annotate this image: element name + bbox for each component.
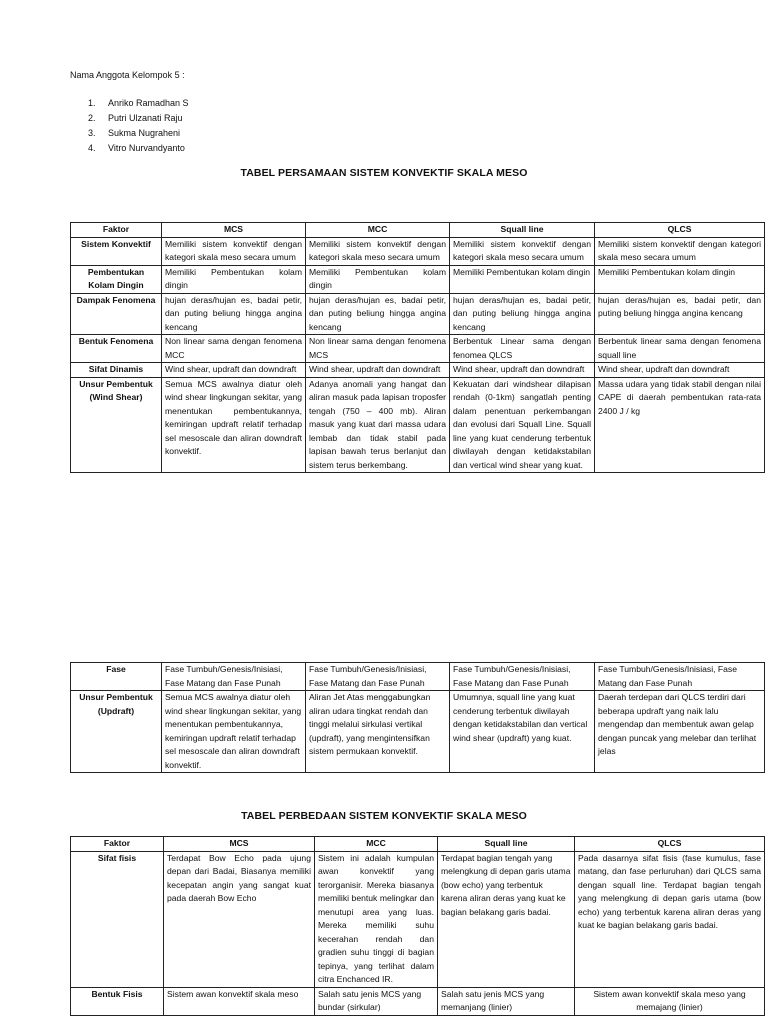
list-item: 3. Sukma Nugraheni	[88, 128, 181, 138]
table-cell: Memiliki sistem konvektif dengan kategori skala meso secara umum	[306, 237, 450, 265]
table-cell: Non linear sama dengan fenomena MCS	[306, 335, 450, 363]
similarity-table	[70, 222, 765, 473]
row-label: Pembentukan Kolam Dingin	[71, 265, 162, 293]
table-cell: Memiliki Pembentukan kolam dingin	[450, 265, 595, 293]
table-row	[71, 377, 765, 473]
table-cell: Memiliki Pembentukan kolam dingin	[306, 265, 450, 293]
column-header: Faktor	[71, 837, 164, 852]
table-cell: Sistem awan konvektif skala meso yang memajang (linier)	[575, 987, 765, 1015]
table-cell: hujan deras/hujan es, badai petir, dan puting beliung hingga angina kencang	[162, 293, 306, 335]
column-header: QLCS	[575, 837, 765, 852]
table-cell: Berbentuk Linear sama dengan fenomea QLCS	[450, 335, 595, 363]
table-cell: hujan deras/hujan es, badai petir, dan puting beliung hingga angina kencang	[595, 293, 765, 335]
difference-table	[70, 836, 765, 1016]
table-row	[71, 363, 765, 378]
table-cell: Terdapat Bow Echo pada ujung depan dari Badai, Biasanya memiliki kecepatan angin yang sangat kuat pada daerah Bow Echo	[164, 851, 315, 987]
list-item: 2. Putri Ulzanati Raju	[88, 113, 183, 123]
table-cell: Fase Tumbuh/Genesis/Inisiasi, Fase Matang dan Fase Punah	[162, 663, 306, 691]
table-cell: Semua MCS awalnya diatur oleh wind shear lingkungan sekitar, yang menentukan pembentukannya, kemiringan updraft relatif terhadap sel mesoscale dan aliran downdraft konvektif.	[162, 377, 306, 473]
table-cell: Sistem ini adalah kumpulan awan konvektif yang terorganisir. Mereka biasanya memiliki bentuk melingkar dan menutupi area yang luas. Mereka memiliki suhu kecerahan rendah dan gradien suhu tinggi di bagian tepinya, yang terlihat dalam citra Enchanced IR.	[315, 851, 438, 987]
table-cell: Salah satu jenis MCS yang memanjang (linier)	[438, 987, 575, 1015]
row-label: Sifat fisis	[71, 851, 164, 987]
column-header: MCS	[162, 223, 306, 238]
list-item: 4. Vitro Nurvandyanto	[88, 143, 185, 153]
table-cell: Wind shear, updraft dan downdraft	[306, 363, 450, 378]
table-cell: Massa udara yang tidak stabil dengan nilai CAPE di daerah pembentukan rata-rata 2400 J / kg	[595, 377, 765, 473]
table-cell: Memiliki Pembentukan kolam dingin	[162, 265, 306, 293]
table-row	[71, 293, 765, 335]
table-row	[71, 265, 765, 293]
table-cell: Salah satu jenis MCS yang bundar (sirkular)	[315, 987, 438, 1015]
row-label: Sifat Dinamis	[71, 363, 162, 378]
column-header: Squall line	[438, 837, 575, 852]
table-row	[71, 691, 765, 773]
table-cell: Wind shear, updraft dan downdraft	[162, 363, 306, 378]
table-row	[71, 335, 765, 363]
list-item: 1. Anriko Ramadhan S	[88, 98, 189, 108]
table-cell: Memiliki sistem konvektif dengan kategori skala meso secara umum	[162, 237, 306, 265]
table-row	[71, 237, 765, 265]
table-cell: Fase Tumbuh/Genesis/Inisiasi, Fase Matang dan Fase Punah	[595, 663, 765, 691]
table-row	[71, 851, 765, 987]
column-header: MCS	[164, 837, 315, 852]
row-label: Fase	[71, 663, 162, 691]
table-header-row	[71, 223, 765, 238]
table-cell: Umumnya, squall line yang kuat cenderung terbentuk diwilayah dengan ketidakstabilan dan vertical wind shear (updraft) yang kuat.	[450, 691, 595, 773]
column-header: Faktor	[71, 223, 162, 238]
table-cell: Terdapat bagian tengah yang melengkung di depan garis utama (bow echo) yang terbentuk karena aliran deras yang kuat ke bagian belakang garis badai.	[438, 851, 575, 987]
table-cell: Daerah terdepan dari QLCS terdiri dari beberapa updraft yang naik lalu mengendap dan membentuk awan gelap dengan puncak yang melebar dan terlihat jelas	[595, 691, 765, 773]
similarity-table-title: TABEL PERSAMAAN SISTEM KONVEKTIF SKALA MESO	[240, 167, 528, 179]
row-label: Unsur Pembentuk (Updraft)	[71, 691, 162, 773]
table-cell: Kekuatan dari windshear dilapisan rendah (0-1km) sangatlah penting dalam penentuan perkembangan dan evolusi dari Squall Line. Squall line yang kuat cenderung terbentuk diwilayah dengan ketidakstabilan dan vertical wind shear yang kuat.	[450, 377, 595, 473]
table-cell: hujan deras/hujan es, badai petir, dan puting beliung hingga angina kencang	[306, 293, 450, 335]
group-label: Nama Anggota Kelompok 5 :	[70, 70, 185, 80]
table-cell: Semua MCS awalnya diatur oleh wind shear lingkungan sekitar, yang menentukan pembentukannya, kemiringan updraft relatif terhadap sel mesoscale dan aliran downdraft konvektif.	[162, 691, 306, 773]
table-row	[71, 663, 765, 691]
column-header: QLCS	[595, 223, 765, 238]
difference-table-title: TABEL PERBEDAAN SISTEM KONVEKTIF SKALA MESO	[241, 810, 527, 822]
table-cell: Fase Tumbuh/Genesis/Inisiasi, Fase Matang dan Fase Punah	[450, 663, 595, 691]
similarity-table-continued	[70, 662, 765, 773]
table-cell: Pada dasarnya sifat fisis (fase kumulus, fase matang, dan fase perluruhan) dari QLCS sama dengan squall line. Terdapat bagian tengah yang melengkung di depan garis utama (bow echo) yang terbentuk karena aliran deras yang kuat ke bagian belakang garis badai.	[575, 851, 765, 987]
table-cell: Memiliki sistem konvektif dengan kategori skala meso secara umum	[450, 237, 595, 265]
row-label: Bentuk Fenomena	[71, 335, 162, 363]
table-cell: Berbentuk linear sama dengan fenomena squall line	[595, 335, 765, 363]
column-header: MCC	[306, 223, 450, 238]
table-cell: Wind shear, updraft dan downdraft	[595, 363, 765, 378]
row-label: Dampak Fenomena	[71, 293, 162, 335]
table-cell: Memiliki sistem konvektif dengan kategori skala meso secara umum	[595, 237, 765, 265]
column-header: Squall line	[450, 223, 595, 238]
table-cell: Adanya anomali yang hangat dan aliran masuk pada lapisan troposfer tengah (750 – 400 mb). Aliran masuk yang kuat dari massa udara lembab dan tidak stabil pada lapisan bawah terus berlanjut dan sistem terus berkembang.	[306, 377, 450, 473]
row-label: Bentuk Fisis	[71, 987, 164, 1015]
member-list	[70, 96, 189, 156]
table-cell: Aliran Jet Atas menggabungkan aliran udara tingkat rendah dan tinggi melalui sirkulasi vertikal (updraft), yang mengintensifkan sistem permukaan konvektif.	[306, 691, 450, 773]
table-header-row	[71, 837, 765, 852]
table-cell: hujan deras/hujan es, badai petir, dan puting beliung hingga angina kencang	[450, 293, 595, 335]
table-cell: Fase Tumbuh/Genesis/Inisiasi, Fase Matang dan Fase Punah	[306, 663, 450, 691]
row-label: Sistem Konvektif	[71, 237, 162, 265]
column-header: MCC	[315, 837, 438, 852]
table-cell: Sistem awan konvektif skala meso	[164, 987, 315, 1015]
row-label: Unsur Pembentuk (Wind Shear)	[71, 377, 162, 473]
table-row	[71, 987, 765, 1015]
table-cell: Memiliki Pembentukan kolam dingin	[595, 265, 765, 293]
table-cell: Non linear sama dengan fenomena MCC	[162, 335, 306, 363]
table-cell: Wind shear, updraft dan downdraft	[450, 363, 595, 378]
